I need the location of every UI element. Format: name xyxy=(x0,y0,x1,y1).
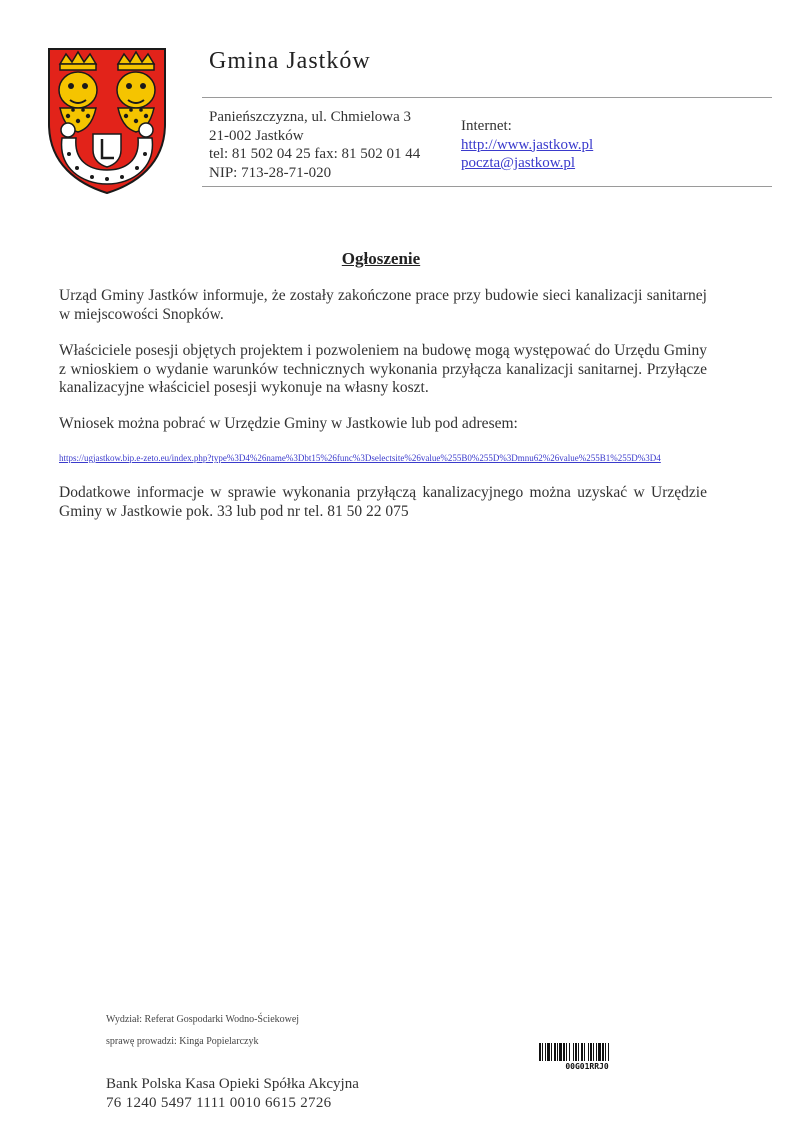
organization-name: Gmina Jastków xyxy=(209,48,371,74)
tax-id: NIP: 713-28-71-020 xyxy=(209,164,332,181)
header-divider-top xyxy=(202,97,772,98)
website-link[interactable]: http://www.jastkow.pl xyxy=(461,136,594,153)
paragraph-announcement: Urząd Gminy Jastków informuje, że zostały zakończone prace przy budowie sieci kanalizacji sanitarnej w miejscowości Snopków. xyxy=(59,287,707,323)
address-block xyxy=(209,108,420,182)
application-form-link[interactable]: https://ugjastkow.bip.e-zeto.eu/index.php?type%3D4%26name%3Dbt15%26func%3Dselectsite%26value%255B0%255D%3Dmnu62%26value%255B1%255D%3D4 xyxy=(59,453,661,463)
crown-left-icon xyxy=(60,52,96,70)
barcode-icon xyxy=(539,1043,635,1061)
case-handler-line: sprawę prowadzi: Kinga Popielarczyk xyxy=(106,1036,259,1047)
inner-shield-icon xyxy=(93,134,121,167)
coat-of-arms-icon xyxy=(46,46,168,196)
email-link[interactable]: poczta@jastkow.pl xyxy=(461,155,576,171)
bank-account-number: 76 1240 5497 1111 0010 6615 2726 xyxy=(106,1095,332,1111)
department-line: Wydział: Referat Gospodarki Wodno-Ściekowej xyxy=(106,1014,300,1025)
paragraph-owners: Właściciele posesji objętych projektem i pozwoleniem na budowę mogą występować do Urzędu Gminy z wnioskiem o wydanie warunków technicznych wykonania przyłącza kanalizacji sanitarnej. Przyłącze kanalizacyjne właściciel posesji wykonuje na własny koszt. xyxy=(59,342,707,396)
phone-fax: tel: 81 502 04 25 fax: 81 502 01 44 xyxy=(209,146,421,162)
header-divider-bottom xyxy=(202,186,772,187)
bank-name: Bank Polska Kasa Opieki Spółka Akcyjna xyxy=(106,1076,359,1092)
paragraph-application: Wniosek można pobrać w Urzędzie Gminy w Jastkowie lub pod adresem: xyxy=(59,415,518,432)
internet-label: Internet: xyxy=(461,118,512,134)
barcode-label: 00G01RRJ0 xyxy=(565,1062,609,1071)
address-street: Panieńszczyzna, ul. Chmielowa 3 xyxy=(209,109,412,125)
contact-block xyxy=(461,117,593,173)
paragraph-additional-info: Dodatkowe informacje w sprawie wykonania przyłączą kanalizacyjnego można uzyskać w Urzędzie Gminy w Jastkowie pok. 33 lub pod nr tel. 81 50 22 075 xyxy=(59,484,707,520)
crown-right-icon xyxy=(118,52,154,70)
address-city: 21-002 Jastków xyxy=(209,127,304,144)
document-title: Ogłoszenie xyxy=(341,249,421,268)
